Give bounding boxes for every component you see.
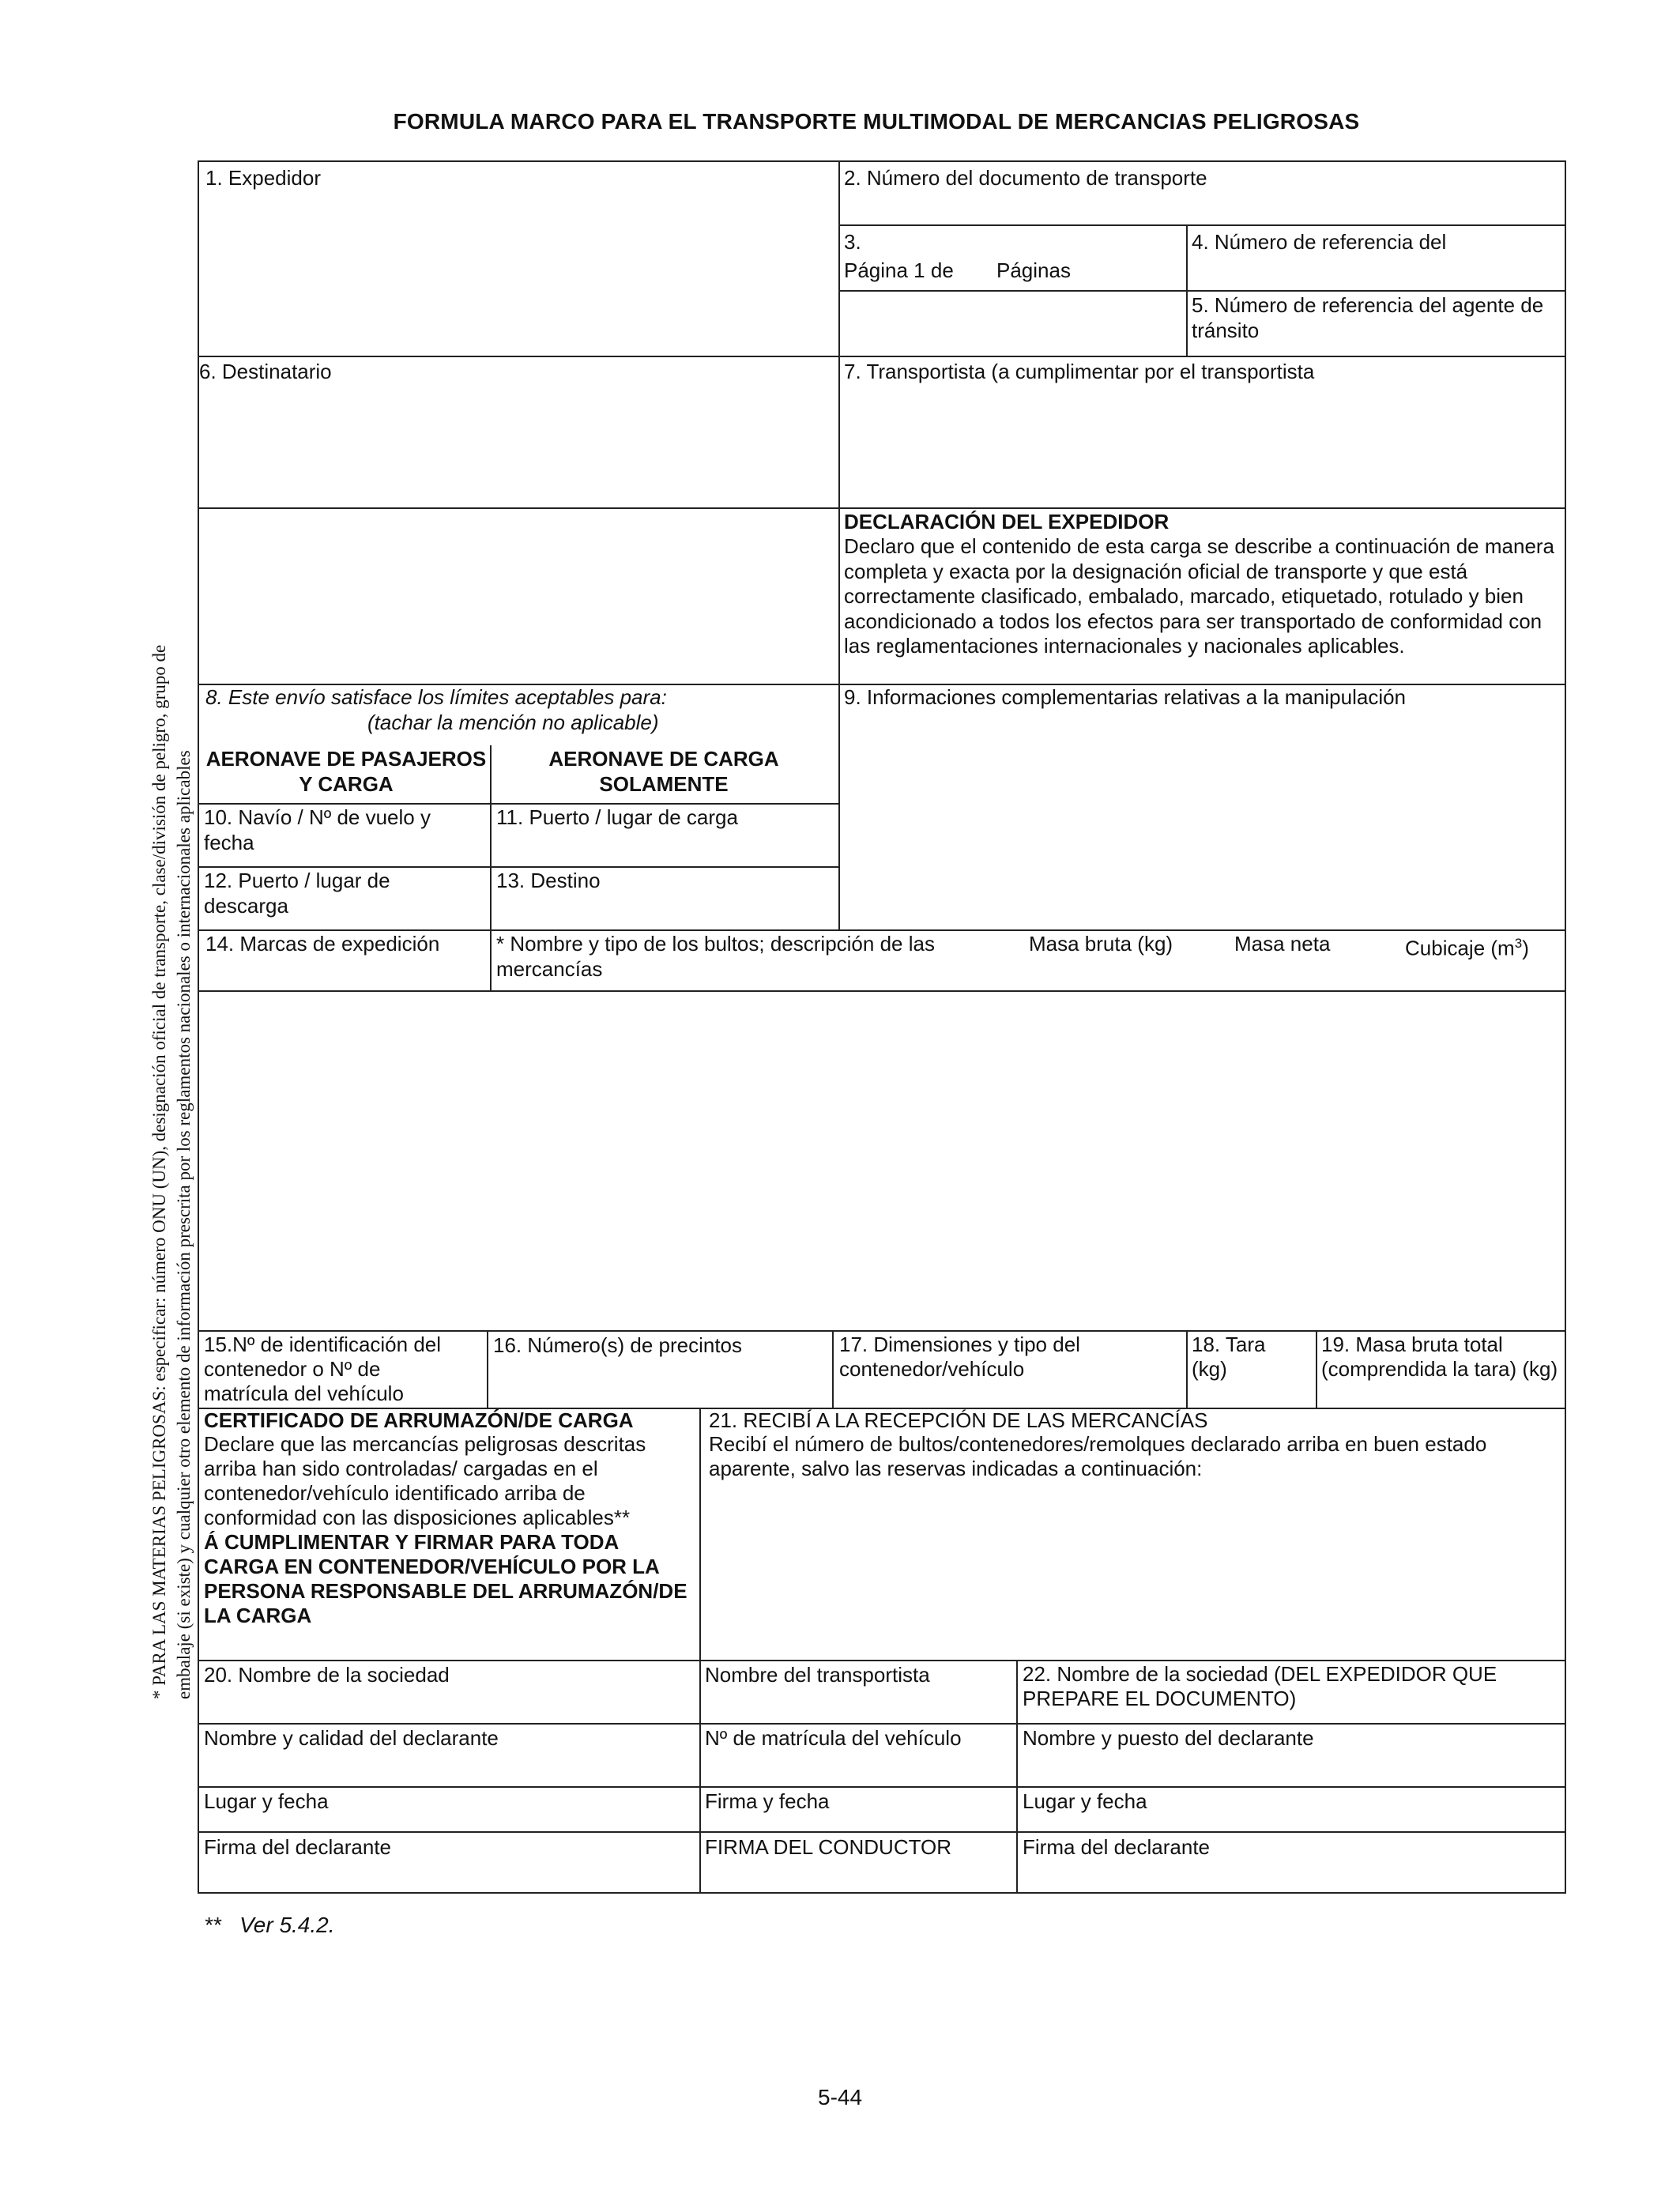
- rule: [1186, 224, 1188, 356]
- place-date-2: Lugar y fecha: [1023, 1789, 1147, 1813]
- carrier-name: Nombre del transportista: [705, 1663, 930, 1687]
- field-4-reference: 4. Número de referencia del: [1192, 230, 1447, 254]
- rule: [199, 1786, 1566, 1788]
- field-12-discharge-port: 12. Puerto / lugar de descarga: [204, 869, 390, 918]
- field-19-total-gross-mass: 19. Masa bruta total (comprendida la tara) (kg): [1321, 1333, 1558, 1381]
- declarant-signature-1: Firma del declarante: [204, 1835, 391, 1859]
- signature-date: Firma y fecha: [705, 1789, 830, 1813]
- declarant-signature-2: Firma del declarante: [1023, 1835, 1210, 1859]
- cube-exponent: 3: [1514, 936, 1523, 951]
- rule: [487, 1330, 488, 1408]
- rule: [838, 224, 1566, 226]
- place-date-1: Lugar y fecha: [204, 1789, 329, 1813]
- transport-form: [198, 160, 1566, 1894]
- passenger-cargo-aircraft: AERONAVE DE PASAJEROS Y CARGA: [205, 747, 487, 796]
- field-21-receipt-title: 21. RECIBÍ A LA RECEPCIÓN DE LAS MERCANCÍAS: [709, 1408, 1208, 1432]
- field-7-carrier: 7. Transportista (a cumplimentar por el transportista: [844, 360, 1315, 383]
- field-20-company: 20. Nombre de la sociedad: [204, 1663, 450, 1687]
- rule: [838, 162, 840, 929]
- cargo-aircraft-only: AERONAVE DE CARGA SOLAMENTE: [548, 747, 779, 796]
- rule: [1316, 1330, 1317, 1408]
- driver-signature: FIRMA DEL CONDUCTOR: [705, 1835, 952, 1859]
- rule: [199, 990, 1566, 992]
- field-14-marks: 14. Marcas de expedición: [205, 932, 440, 956]
- rule: [838, 290, 1566, 292]
- rule: [199, 1660, 1566, 1661]
- field-1-shipper: 1. Expedidor: [205, 166, 321, 190]
- rule: [490, 745, 492, 929]
- field-6-consignee: 6. Destinatario: [199, 360, 332, 383]
- field-11-loading-port: 11. Puerto / lugar de carga: [496, 805, 738, 829]
- rule: [832, 1330, 834, 1408]
- field-2-document-number: 2. Número del documento de transporte: [844, 166, 1207, 190]
- field-8-limits: 8. Este envío satisface los límites aceptables para:: [205, 685, 667, 709]
- field-13-destination: 13. Destino: [496, 869, 601, 892]
- rule: [1186, 1330, 1188, 1408]
- field-8-note: (tachar la mención no aplicable): [367, 711, 659, 734]
- declarant-name-position: Nombre y puesto del declarante: [1023, 1726, 1314, 1750]
- field-22-company: 22. Nombre de la sociedad (DEL EXPEDIDOR QUE PREPARE EL DOCUMENTO): [1023, 1662, 1497, 1710]
- shipper-declaration-title: DECLARACIÓN DEL EXPEDIDOR: [844, 510, 1170, 533]
- rule: [199, 1723, 1566, 1725]
- cube-header: [1405, 931, 1529, 961]
- field-5-agent-reference: 5. Número de referencia del agente de tránsito: [1192, 293, 1544, 342]
- field-14-description: * Nombre y tipo de los bultos; descripción de las mercancías: [496, 932, 935, 981]
- field-17-dimensions: 17. Dimensiones y tipo del contenedor/vehículo: [839, 1333, 1080, 1381]
- packing-certificate-instruction: Á CUMPLIMENTAR Y FIRMAR PARA TODA CARGA EN CONTENEDOR/VEHÍCULO POR LA PERSONA RESPONSABLE DEL ARRUMAZÓN/DE LA CARGA: [204, 1530, 687, 1627]
- page-number: 5-44: [818, 2085, 863, 2109]
- vehicle-registration: Nº de matrícula del vehículo: [705, 1726, 962, 1750]
- field-15-container-id: 15.Nº de identificación del contenedor o Nº de matrícula del vehículo: [204, 1333, 442, 1405]
- rule: [199, 1831, 1566, 1833]
- shipper-declaration-text: Declaro que el contenido de esta carga se describe a continuación de manera completa y exacta por la designación oficial de transporte y que está correctamente clasificado, embalado, marcado, etiquetado, rotulado y bien acondicionado a todos los efectos para ser transportado de conformidad con las reglamentaciones internacionales y nacionales aplicables.: [844, 534, 1555, 658]
- rule: [199, 1330, 1566, 1332]
- page-of-label: Página 1 de: [844, 258, 954, 282]
- net-mass-header: Masa neta: [1234, 932, 1331, 956]
- gross-mass-header: Masa bruta (kg): [1029, 932, 1173, 956]
- side-note: [147, 561, 196, 1699]
- field-18-tare: 18. Tara (kg): [1192, 1333, 1266, 1381]
- declarant-name-quality: Nombre y calidad del declarante: [204, 1726, 499, 1750]
- packing-certificate-text: Declare que las mercancías peligrosas descritas arriba han sido controladas/ cargadas en el contenedor/vehículo identificado arriba de conformidad con las disposiciones aplicables**: [204, 1432, 646, 1529]
- page-title: FORMULA MARCO PARA EL TRANSPORTE MULTIMODAL DE MERCANCIAS PELIGROSAS: [393, 109, 1360, 134]
- field-9-handling: 9. Informaciones complementarias relativas a la manipulación: [844, 685, 1407, 709]
- rule: [699, 1408, 701, 1894]
- rule: [199, 356, 1566, 357]
- footnote: ** Ver 5.4.2.: [204, 1913, 335, 1937]
- side-note-line-1: * PARA LAS MATERIAS PELIGROSAS: especificar: número ONU (UN), designación oficial de transporte, clase/división de peligro, grupo de: [149, 644, 169, 1699]
- field-21-receipt-text: Recibí el número de bultos/contenedores/remolques declarado arriba en buen estado aparente, salvo las reservas indicadas a continuación:: [709, 1432, 1487, 1480]
- side-note-line-2: embalaje (si existe) y cualquier otro elemento de información prescrita por los reglamentos nacionales o internacionales aplicables: [174, 750, 194, 1699]
- rule: [490, 929, 492, 990]
- packing-certificate-title: CERTIFICADO DE ARRUMAZÓN/DE CARGA: [204, 1408, 634, 1432]
- field-3: 3.: [844, 230, 861, 254]
- field-10-vessel-flight: 10. Navío / Nº de vuelo y fecha: [204, 805, 431, 854]
- pages-label: Páginas: [996, 258, 1071, 282]
- cube-close: ): [1522, 936, 1529, 960]
- rule: [1016, 1660, 1018, 1894]
- cube-label: Cubicaje (m: [1405, 936, 1515, 960]
- field-16-seals: 16. Número(s) de precintos: [493, 1333, 743, 1357]
